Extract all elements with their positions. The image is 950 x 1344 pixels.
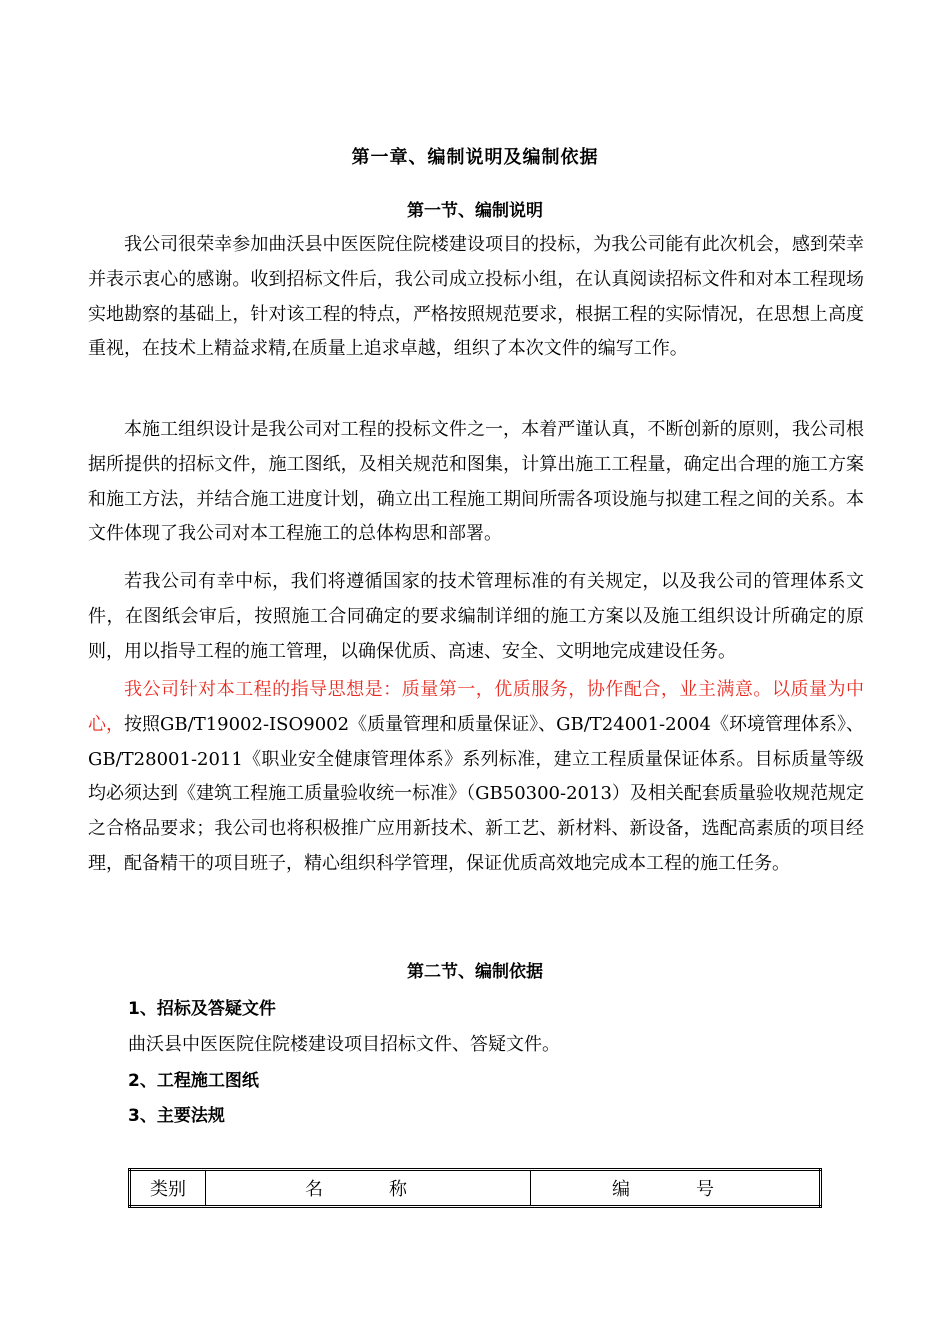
- header-name: 名 称: [206, 1170, 531, 1207]
- paragraph-4: [88, 673, 864, 882]
- paragraph-1: 我公司很荣幸参加曲沃县中医医院住院楼建设项目的投标，为我公司能有此次机会，感到荣幸并表示衷心的感谢。收到招标文件后，我公司成立投标小组，在认真阅读招标文件和对本工程现场实地勘察的基础上，针对该工程的特点，严格按照规范要求，根据工程的实际情况，在思想上高度重视，在技术上精益求精,在质量上追求卓越，组织了本次文件的编写工作。: [88, 234, 864, 360]
- header-category: 类别: [130, 1170, 206, 1207]
- chapter-title: 第一章、编制说明及编制依据: [351, 147, 599, 168]
- regulations-table: [128, 1168, 822, 1208]
- section1-title: 第一节、编制说明: [407, 201, 543, 221]
- guiding-ideology-highlight: 我公司针对本工程的指导思想是：质量第一，优质服务，协作配合，业主满意。以质量为中心，: [88, 679, 864, 735]
- paragraph-2: 本施工组织设计是我公司对工程的投标文件之一，本着严谨认真，不断创新的原则，我公司根据所提供的招标文件，施工图纸，及相关规范和图集，计算出施工工程量，确定出合理的施工方案和施工方法，并结合施工进度计划，确立出工程施工期间所需各项设施与拟建工程之间的关系。本文件体现了我公司对本工程施工的总体构思和部署。: [88, 419, 864, 545]
- section2-title: 第二节、编制依据: [407, 962, 543, 982]
- header-number: 编 号: [531, 1170, 821, 1207]
- item-1-text: 曲沃县中医医院住院楼建设项目招标文件、答疑文件。: [128, 1034, 560, 1055]
- paragraph-4-rest: 按照GB/T19002-ISO9002《质量管理和质量保证》、GB/T24001-2004《环境管理体系》、GB/T28001-2011《职业安全健康管理体系》系列标准，建立工程质量保证体系。目标质量等级均必须达到《建筑工程施工质量验收统一标准》（GB50300-2013）及相关配套质量验收规范规定之合格品要求；我公司也将积极推广应用新技术、新工艺、新材料、新设备，选配高素质的项目经理，配备精干的项目班子，精心组织科学管理，保证优质高效地完成本工程的施工任务。: [88, 713, 864, 874]
- item-2-heading: 2、工程施工图纸: [128, 1071, 259, 1091]
- item-3-heading: 3、主要法规: [128, 1106, 225, 1126]
- paragraph-3: 若我公司有幸中标，我们将遵循国家的技术管理标准的有关规定，以及我公司的管理体系文件，在图纸会审后，按照施工合同确定的要求编制详细的施工方案以及施工组织设计所确定的原则，用以指导工程的施工管理，以确保优质、高速、安全、文明地完成建设任务。: [88, 571, 864, 662]
- item-1-heading: 1、招标及答疑文件: [128, 999, 276, 1019]
- table-header-row: [130, 1170, 821, 1207]
